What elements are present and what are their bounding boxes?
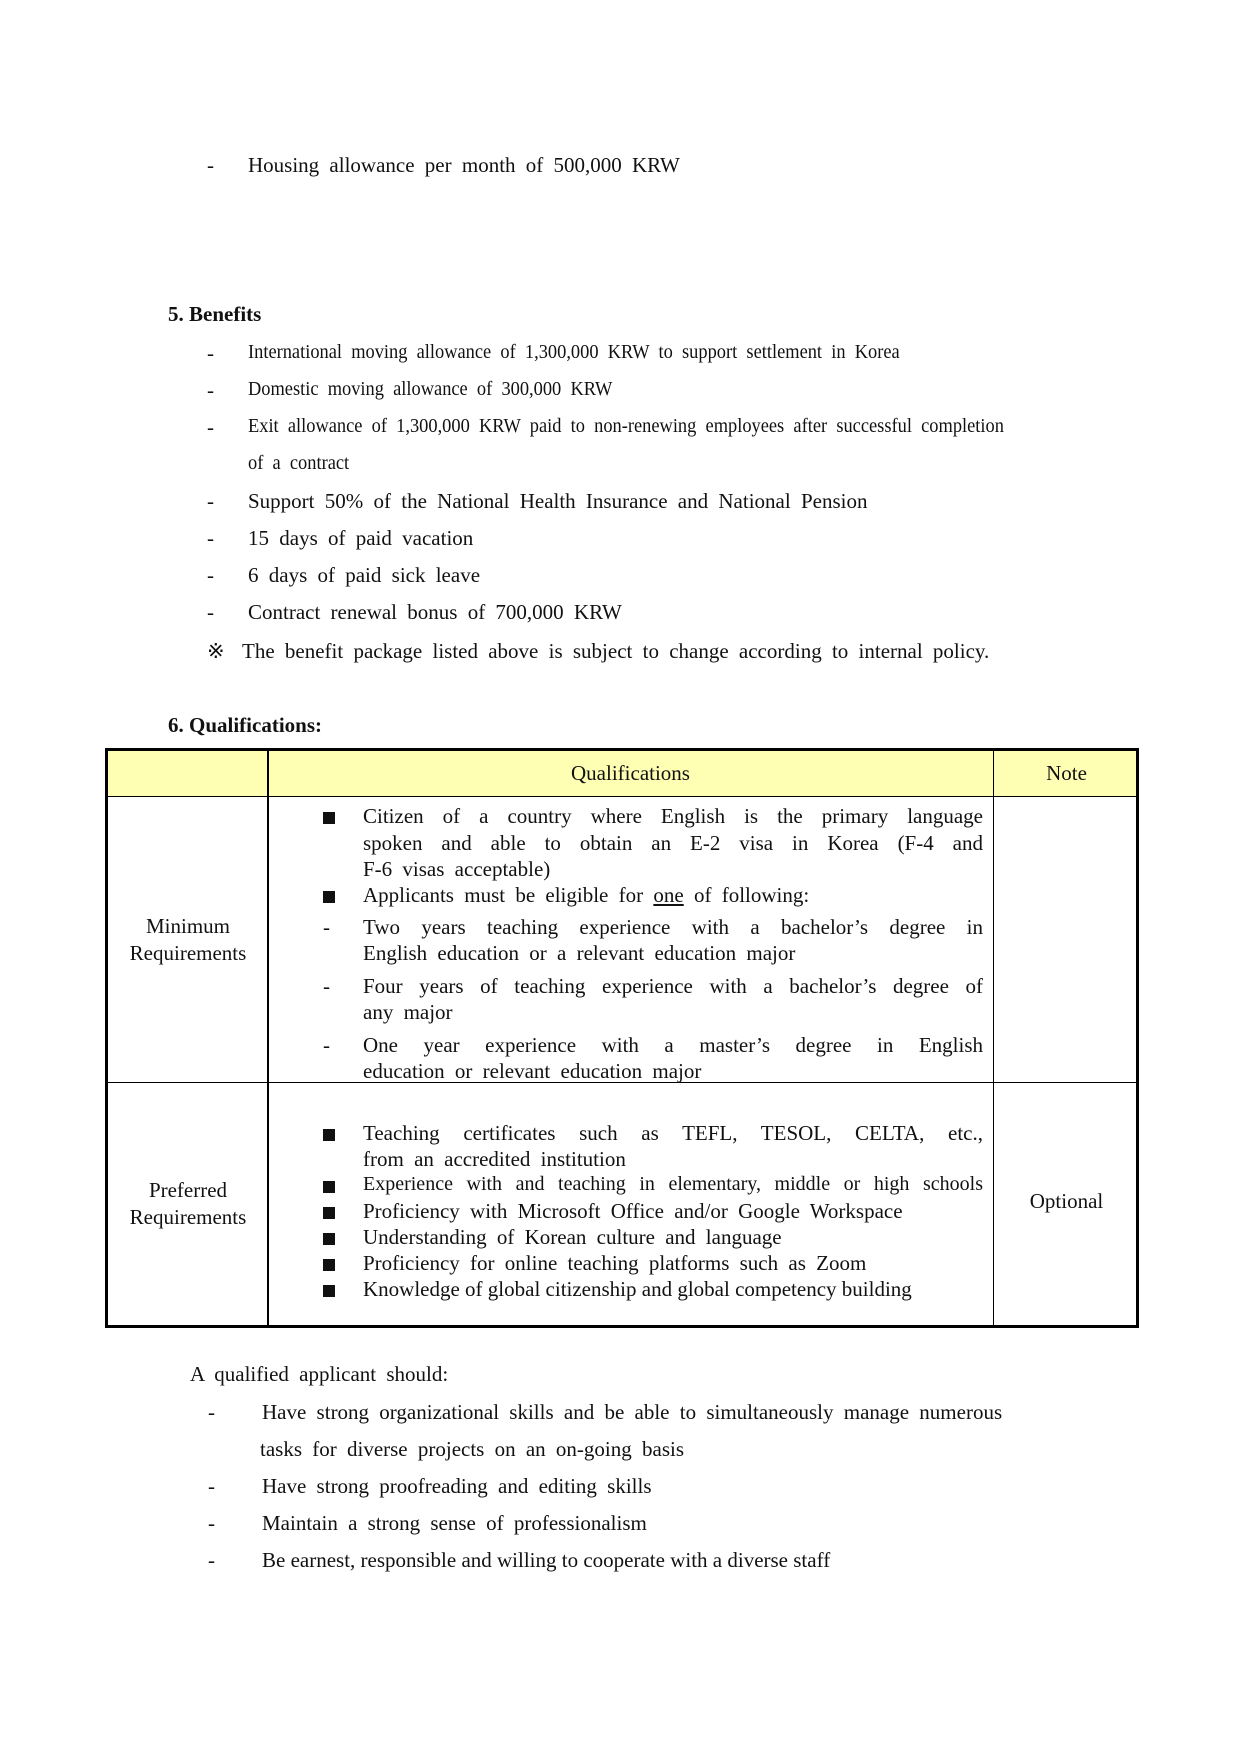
dash-marker: - (208, 1474, 215, 1498)
dash-marker: - (323, 915, 330, 939)
requirement-text: English education or a relevant education major (363, 941, 796, 965)
square-bullet-icon (323, 1233, 335, 1245)
header-note: Note (1046, 761, 1087, 785)
qualifications-table (105, 748, 1139, 1328)
square-bullet-icon (323, 1259, 335, 1271)
square-bullet-icon (323, 1285, 335, 1297)
preferred-text: Proficiency for online teaching platforms such as Zoom (363, 1251, 867, 1275)
requirement-text: One year experience with a master’s degree in English (363, 1033, 983, 1057)
requirement-text: Four years of teaching experience with a bachelor’s degree of (363, 974, 983, 998)
dash-marker: - (208, 1511, 215, 1535)
qualifications-heading: 6. Qualifications: (168, 713, 323, 737)
square-bullet-icon (323, 1207, 335, 1219)
requirement-text: education or relevant education major (363, 1059, 702, 1083)
benefit-text: Exit allowance of 1,300,000 KRW paid to non-renewing employees after successful completion (248, 415, 1004, 437)
column-divider (993, 751, 994, 1325)
applicant-text: Have strong organizational skills and be able to simultaneously manage numerous (262, 1400, 1003, 1424)
dash-marker: - (208, 1548, 215, 1572)
benefit-text: 15 days of paid vacation (248, 526, 474, 550)
dash-marker: - (207, 563, 214, 587)
dash-marker: - (207, 341, 214, 365)
housing-allowance-text: Housing allowance per month of 500,000 KRW (248, 153, 680, 177)
benefits-heading: 5. Benefits (168, 302, 262, 326)
dash-marker: - (207, 526, 214, 550)
dash-marker: - (207, 415, 214, 439)
preferred-text: Understanding of Korean culture and language (363, 1225, 782, 1249)
reference-mark-icon: ※ (207, 639, 225, 663)
square-bullet-icon (323, 812, 335, 824)
column-divider (267, 751, 269, 1325)
row-label-line: Requirements (129, 1205, 247, 1229)
preferred-text: Knowledge of global citizenship and global competency building (363, 1277, 912, 1301)
applicant-text-continued: tasks for diverse projects on an on-going basis (260, 1437, 685, 1461)
dash-marker: - (323, 974, 330, 998)
benefit-text: 6 days of paid sick leave (248, 563, 481, 587)
preferred-text: Experience with and teaching in elementary, middle or high schools (363, 1173, 983, 1195)
requirement-text: spoken and able to obtain an E-2 visa in Korea (F-4 and (363, 831, 983, 855)
dash-marker: - (207, 153, 214, 177)
benefit-text: International moving allowance of 1,300,000 KRW to support settlement in Korea (248, 341, 900, 363)
square-bullet-icon (323, 1129, 335, 1141)
applicant-intro: A qualified applicant should: (190, 1362, 449, 1386)
requirement-text: Two years teaching experience with a bachelor’s degree in (363, 915, 983, 939)
row-label-line: Preferred (148, 1178, 228, 1202)
header-qualifications: Qualifications (571, 761, 690, 785)
applicant-text: Be earnest, responsible and willing to cooperate with a diverse staff (262, 1548, 831, 1572)
requirement-text: Applicants must be eligible for one of following: (363, 883, 810, 907)
benefit-text: Support 50% of the National Health Insurance and National Pension (248, 489, 868, 513)
note-optional: Optional (1029, 1189, 1104, 1213)
dash-marker: - (323, 1033, 330, 1057)
preferred-text: Proficiency with Microsoft Office and/or Google Workspace (363, 1199, 903, 1223)
dash-marker: - (207, 600, 214, 624)
underlined-one: one (653, 883, 684, 907)
benefit-text: Contract renewal bonus of 700,000 KRW (248, 600, 622, 624)
preferred-text: from an accredited institution (363, 1147, 626, 1171)
row-label-line: Requirements (129, 941, 247, 965)
applicant-text: Have strong proofreading and editing skills (262, 1474, 652, 1498)
benefits-note-text: The benefit package listed above is subject to change according to internal policy. (242, 639, 990, 663)
preferred-text: Teaching certificates such as TEFL, TESOL, CELTA, etc., (363, 1121, 983, 1145)
dash-marker: - (207, 489, 214, 513)
square-bullet-icon (323, 891, 335, 903)
dash-marker: - (208, 1400, 215, 1424)
requirement-text: F-6 visas acceptable) (363, 857, 551, 881)
row-label-line: Minimum (145, 914, 230, 938)
applicant-text: Maintain a strong sense of professionalism (262, 1511, 647, 1535)
table-header-row (108, 751, 1136, 797)
square-bullet-icon (323, 1181, 335, 1193)
benefit-text-continued: of a contract (248, 452, 350, 474)
dash-marker: - (207, 378, 214, 402)
requirement-text: any major (363, 1000, 453, 1024)
benefit-text: Domestic moving allowance of 300,000 KRW (248, 378, 613, 400)
requirement-text: Citizen of a country where English is the primary language (363, 804, 983, 828)
